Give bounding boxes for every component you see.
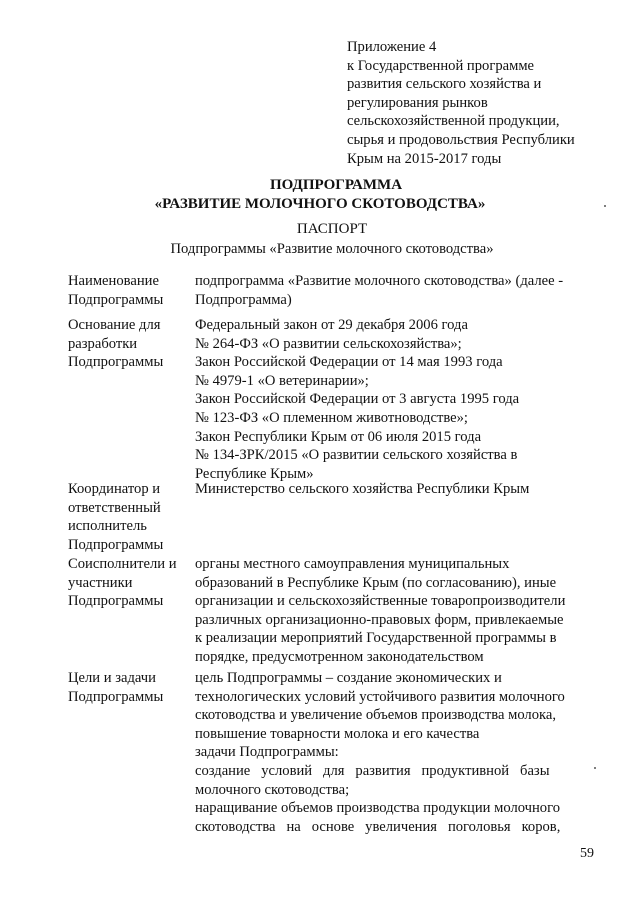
appendix-note	[347, 38, 627, 168]
value-line: скотоводства и увеличение объемов производства молока,	[195, 707, 556, 724]
appendix-line: сельскохозяйственной продукции,	[347, 113, 560, 130]
appendix-line: к Государственной программе	[347, 57, 535, 74]
label-line: Цели и задачи	[68, 670, 156, 686]
value-line: порядке, предусмотренном законодательством	[195, 648, 484, 665]
label-line: Подпрограммы	[68, 688, 164, 705]
label-line: Координатор и	[68, 481, 161, 497]
row-value	[195, 555, 595, 667]
value-line: наращивание объемов производства продукции молочного	[195, 800, 561, 817]
label-line: Наименование	[68, 273, 159, 289]
label-line: Подпрограммы	[68, 593, 164, 610]
scan-speck	[594, 767, 596, 769]
value-line: скотоводства на основе увеличения поголовья коров,	[195, 818, 561, 835]
passport-heading	[0, 220, 640, 258]
scan-speck	[604, 205, 606, 207]
row-label	[68, 555, 188, 611]
value-line: организации и сельскохозяйственные товаропроизводители	[195, 593, 566, 610]
subprogram-title	[0, 176, 640, 213]
row-label	[68, 316, 188, 372]
value-line: Подпрограмма)	[195, 291, 292, 308]
label-line: участники	[68, 574, 133, 591]
value-line: № 264-ФЗ «О развитии сельскохозяйства»;	[195, 335, 462, 352]
title-line: ПОДПРОГРАММА	[269, 177, 403, 193]
value-line: Закон Российской Федерации от 3 августа 1995 года	[195, 391, 520, 408]
value-line: Министерство сельского хозяйства Республики Крым	[195, 481, 530, 497]
appendix-line: сырья и продовольствия Республики	[347, 131, 575, 148]
value-line: повышение товарности молока и его качества	[195, 725, 480, 742]
appendix-line: Крым на 2015-2017 годы	[347, 150, 502, 167]
appendix-line: регулирования рынков	[347, 94, 488, 111]
value-line: № 123-ФЗ «О племенном животноводстве»;	[195, 409, 468, 426]
label-line: разработки	[68, 335, 138, 352]
appendix-line: Приложение 4	[347, 39, 437, 55]
value-line: цель Подпрограммы – создание экономических и	[195, 670, 502, 686]
row-value	[195, 316, 595, 483]
row-value	[195, 669, 595, 836]
label-line: Основание для	[68, 317, 161, 333]
value-line: Закон Российской Федерации от 14 мая 1993 года	[195, 354, 503, 371]
passport-title: ПАСПОРТ	[296, 221, 368, 237]
value-line: Федеральный закон от 29 декабря 2006 года	[195, 317, 468, 333]
passport-subtitle: Подпрограммы «Развитие молочного скотоводства»	[170, 240, 494, 257]
label-line: Соисполнители и	[68, 556, 177, 572]
title-line: «РАЗВИТИЕ МОЛОЧНОГО СКОТОВОДСТВА»	[154, 195, 486, 212]
row-label	[68, 272, 188, 309]
label-line: Подпрограммы	[68, 291, 164, 308]
value-line: молочного скотоводства;	[195, 781, 350, 798]
value-line: органы местного самоуправления муниципальных	[195, 556, 510, 572]
value-line: № 134-ЗРК/2015 «О развитии сельского хозяйства в	[195, 447, 518, 464]
label-line: исполнитель	[68, 518, 147, 535]
label-line: ответственный	[68, 499, 161, 516]
value-line: Закон Республики Крым от 06 июля 2015 года	[195, 428, 482, 445]
label-line: Подпрограммы	[68, 536, 164, 553]
page-number: 59	[580, 846, 594, 861]
value-line: образований в Республике Крым (по согласованию), иные	[195, 574, 557, 591]
value-line: различных организационно-правовых форм, привлекаемые	[195, 611, 564, 628]
value-line: задачи Подпрограммы:	[195, 744, 339, 761]
label-line: Подпрограммы	[68, 354, 164, 371]
row-label	[68, 669, 188, 706]
row-label	[68, 480, 188, 554]
row-value	[195, 480, 595, 499]
row-value	[195, 272, 595, 309]
appendix-line: развития сельского хозяйства и	[347, 76, 542, 93]
value-line: подпрограмма «Развитие молочного скотоводства» (далее -	[195, 273, 564, 289]
value-line: создание условий для развития продуктивной базы	[195, 762, 550, 779]
value-line: № 4979-1 «О ветеринарии»;	[195, 372, 369, 389]
value-line: Республике Крым»	[195, 465, 314, 482]
value-line: к реализации мероприятий Государственной программы в	[195, 630, 557, 647]
value-line: технологических условий устойчивого развития молочного	[195, 688, 565, 705]
